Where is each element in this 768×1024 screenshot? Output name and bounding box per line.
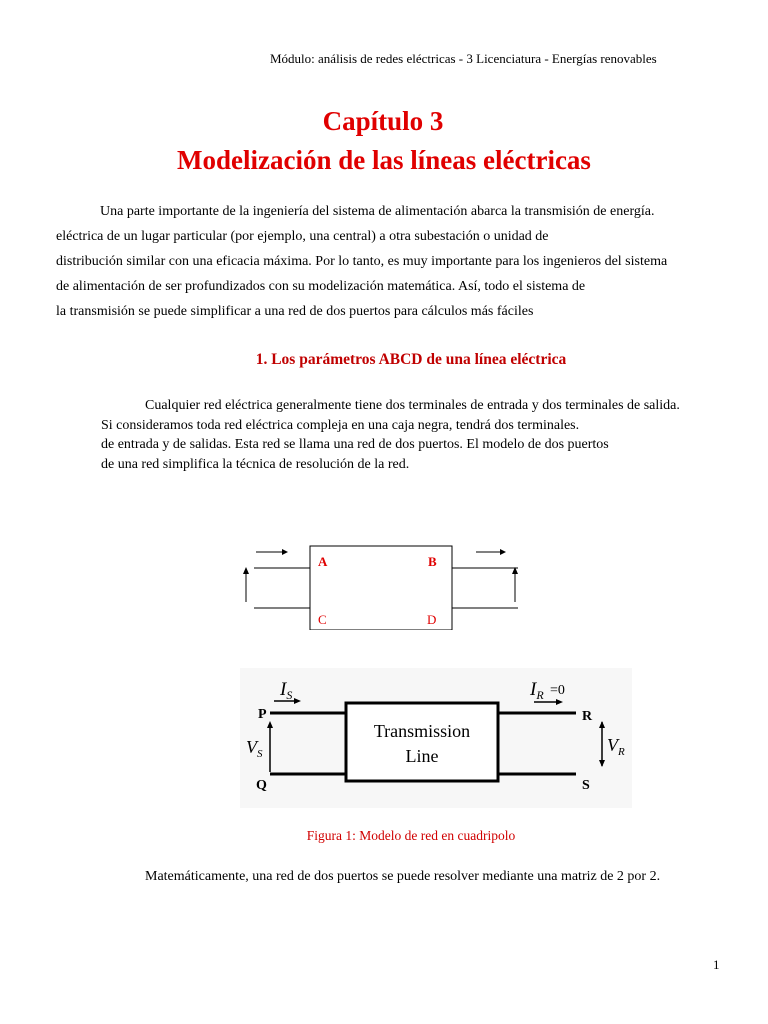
abcd-two-port-diagram [238, 540, 528, 630]
receiving-current-label: $I_R$ [530, 679, 544, 702]
page-number: 1 [713, 957, 720, 972]
chapter-number: Capítulo 3 [322, 106, 444, 136]
sending-voltage-label: $V_S$ [246, 737, 263, 760]
output-current-arrow-icon [476, 549, 506, 555]
figure-caption: Figura 1: Modelo de red en cuadripolo [306, 828, 516, 843]
receiving-voltage-label: $V_R$ [607, 735, 625, 758]
intro-line: distribución similar con una eficacia máxima. Por lo tanto, es muy importante para los ingenieros del sistema [56, 254, 668, 269]
terminal-s-label: S [582, 778, 590, 793]
section-line: Si consideramos toda red eléctrica compleja en una caja negra, tendrá dos terminales. [101, 417, 580, 433]
box-label-transmission: Transmission [373, 721, 471, 741]
intro-line: de alimentación de ser profundizados con su modelización matemática. Así, todo el sistema de [56, 279, 586, 294]
input-current-arrow-icon [256, 549, 288, 555]
receiving-current-value: =0 [550, 683, 565, 698]
terminal-p-label: P [258, 707, 267, 722]
param-c-label: C [318, 612, 327, 627]
page-header: Módulo: análisis de redes eléctricas - 3 Licenciatura - Energías renovables [270, 51, 657, 66]
section-line: de entrada y de salidas. Esta red se llama una red de dos puertos. El modelo de dos puertos [101, 437, 609, 452]
input-voltage-arrow-icon [243, 567, 249, 602]
transmission-line-box [346, 703, 498, 781]
section-line: de una red simplifica la técnica de resolución de la red. [101, 456, 410, 472]
terminal-r-label: R [582, 709, 593, 724]
param-d-label: D [427, 612, 437, 627]
terminal-q-label: Q [256, 778, 267, 793]
section-line: Cualquier red eléctrica generalmente tiene dos terminales de entrada y dos terminales de salida. [145, 398, 680, 413]
intro-line: la transmisión se puede simplificar a una red de dos puertos para cálculos más fáciles [56, 304, 534, 319]
output-voltage-arrow-icon [512, 567, 518, 602]
intro-line: eléctrica de un lugar particular (por ejemplo, una central) a otra subestación o unidad de [56, 229, 549, 244]
box-label-line: Line [405, 746, 439, 766]
intro-line: Una parte importante de la ingeniería del sistema de alimentación abarca la transmisión de energía. [100, 204, 655, 219]
sending-current-label: $I_S$ [280, 679, 293, 702]
param-b-label: B [428, 554, 437, 569]
section-heading: 1. Los parámetros ABCD de una línea eléctrica [255, 351, 567, 368]
chapter-title: Modelización de las líneas eléctricas [177, 145, 591, 175]
transmission-line-diagram [240, 668, 632, 808]
param-a-label: A [318, 554, 328, 569]
intro-paragraph [56, 199, 667, 324]
section-paragraph [101, 396, 680, 474]
closing-paragraph: Matemáticamente, una red de dos puertos se puede resolver mediante una matriz de 2 por 2. [145, 869, 661, 884]
